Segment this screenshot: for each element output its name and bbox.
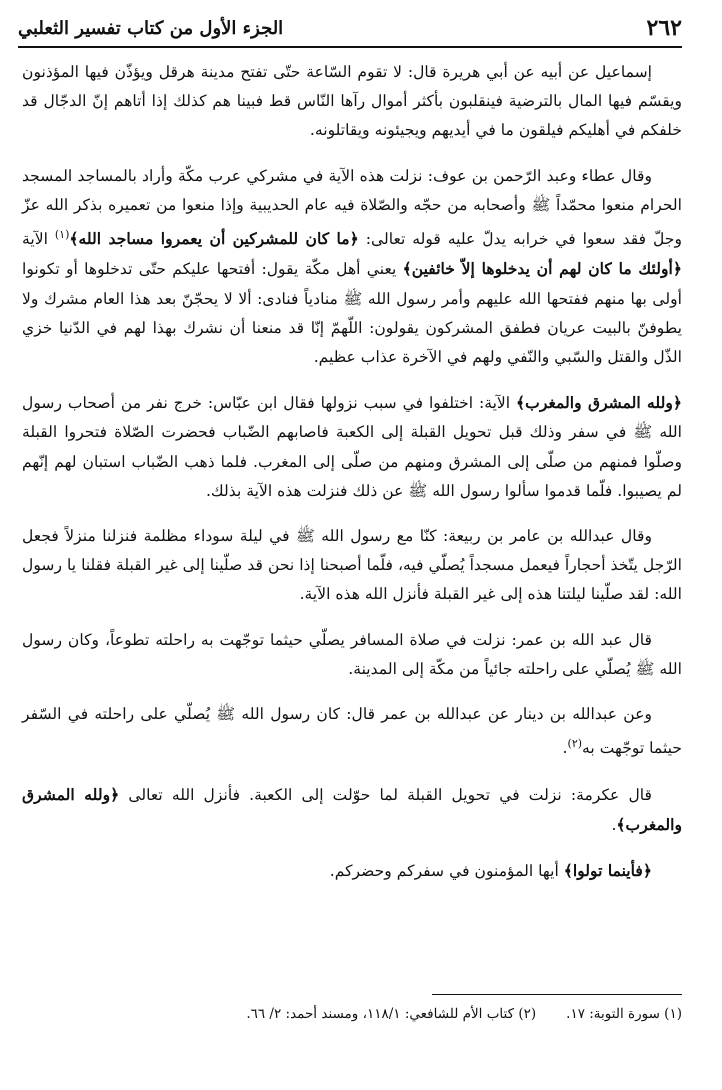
paragraph xyxy=(22,162,682,373)
text-segment: يعني أهل مكّة يقول: أفتحها عليكم حتّى تدخلوها أو تكونوا أولى بها منهم ففتحها الله عليهم وأمر رسول الله ﷺ منادياً فنادى: ألا لا يحجّنّ بعد هذا العام مشرك ولا يطوفنّ بالبيت عريان فطفق المشركون يقولون: اللّهمّ إنّا قد منعنا أن نشرك بهذا لهم في الدّنيا خزي الذّل والقتل والسّبي والنّفي ولهم في الآخرة عذاب عظيم. xyxy=(22,260,682,367)
text-segment: وقال عطاء وعبد الرّحمن بن عوف: نزلت هذه الآية في مشركي عرب مكّة وأراد بالمساجد المسجد الحرام منعوا محمّداً ﷺ وأصحابه من حجّه والصّلاة فيه عام الحديبية وإذا منعوا من تعميره بذكر الله عزّ وجلّ فقد سعوا في خرابه يدلّ عليه قوله تعالى: xyxy=(22,166,682,249)
paragraph xyxy=(22,522,682,610)
footnote-marker: (١) xyxy=(54,228,70,242)
text-segment: وعن عبدالله بن دينار عن عبدالله بن عمر قال: كان رسول الله ﷺ يُصلّي على راحلته في السّفر حيثما توجّهت به xyxy=(22,705,682,758)
footnote-divider xyxy=(432,994,682,995)
text-segment: قال عبد الله بن عمر: نزلت في صلاة المسافر يصلّي حيثما توجّهت به راحلته تطوعاً، وكان رسول الله ﷺ يُصلّي على راحلته جائياً من مكّة إلى المدينة. xyxy=(22,630,682,678)
text-segment: الآية: اختلفوا في سبب نزولها فقال ابن عبّاس: خرج نفر من أصحاب رسول الله ﷺ في سفر وذلك قبل تحويل القبلة إلى الكعبة فاصابهم الضّباب فحضرت الصّلاة فتحروا القبلة وصلّوا فمنهم من صلّى إلى المشرق ومنهم من صلّى إلى المغرب. فلما ذهب الضّباب استبان لهم إنّهم لم يصيبوا. فلّما قدموا سألوا رسول الله ﷺ عن ذلك فنزلت هذه الآية بذلك. xyxy=(22,394,682,500)
text-segment: إسماعيل عن أبيه عن أبي هريرة قال: لا تقوم السّاعة حتّى تفتح مدينة هرقل ويؤذّن فيها المؤذنون ويقسّم فيها المال بالترضية فينقلبون بأكثر أموال رآها النّاس قط فبينا هم كذلك إذا أتاهم إنّ الدجّال قد خلفكم في أهليكم فيلقون ما في أيديهم ويجيئونه ويقاتلونه. xyxy=(22,63,682,140)
footnote: (٢) كتاب الأم للشافعي: ١١٨/١، ومسند أحمد: ٢/ ٦٦. xyxy=(246,1006,537,1022)
paragraph xyxy=(22,780,682,840)
body-text xyxy=(22,58,682,902)
quran-quote: ﴿ما كان للمشركين أن يعمروا مساجد الله﴾ xyxy=(69,229,359,249)
text-segment: . xyxy=(562,739,568,758)
page-number: ٢٦٢ xyxy=(646,15,682,41)
quran-quote: ﴿ولله المشرق والمغرب﴾ xyxy=(516,393,682,413)
paragraph xyxy=(22,58,682,146)
quran-quote: ﴿أولئك ما كان لهم أن يدخلوها إلاّ خائفين﴾ xyxy=(402,259,682,279)
text-segment: أيها المؤمنون في سفركم وحضركم. xyxy=(329,862,564,881)
text-segment: الآية xyxy=(22,230,55,249)
text-segment: . xyxy=(611,815,617,834)
paragraph xyxy=(22,856,682,886)
running-title: الجزء الأول من كتاب تفسير الثعلبي xyxy=(18,17,284,39)
paragraph xyxy=(22,626,682,684)
footnote-marker: (٢) xyxy=(567,737,583,751)
page-header xyxy=(18,10,682,48)
footnotes xyxy=(22,1004,682,1024)
quran-quote: ﴿ولله المشرق والمغرب﴾ xyxy=(22,784,682,834)
footnote: (١) سورة التوبة: ١٧. xyxy=(566,1006,682,1022)
text-segment: وقال عبدالله بن عامر بن ربيعة: كنّا مع رسول الله ﷺ في ليلة سوداء مظلمة فنزلنا منزلاً فجعل الرّجل يتّخذ أحجاراً فيعمل مسجداً يُصلّي فيه، فلّما أصبحنا إذا نحن قد صلّينا إلى غير القبلة فقلنا يا رسول الله: لقد صلّينا ليلتنا هذه إلى غير القبلة فأنزل الله هذه الآية. xyxy=(22,527,682,604)
quran-quote: ﴿فأينما تولوا﴾ xyxy=(563,861,652,881)
text-segment: قال عكرمة: نزلت في تحويل القبلة لما حوّلت إلى الكعبة. فأنزل الله تعالى xyxy=(119,785,652,804)
paragraph xyxy=(22,700,682,764)
paragraph xyxy=(22,388,682,506)
